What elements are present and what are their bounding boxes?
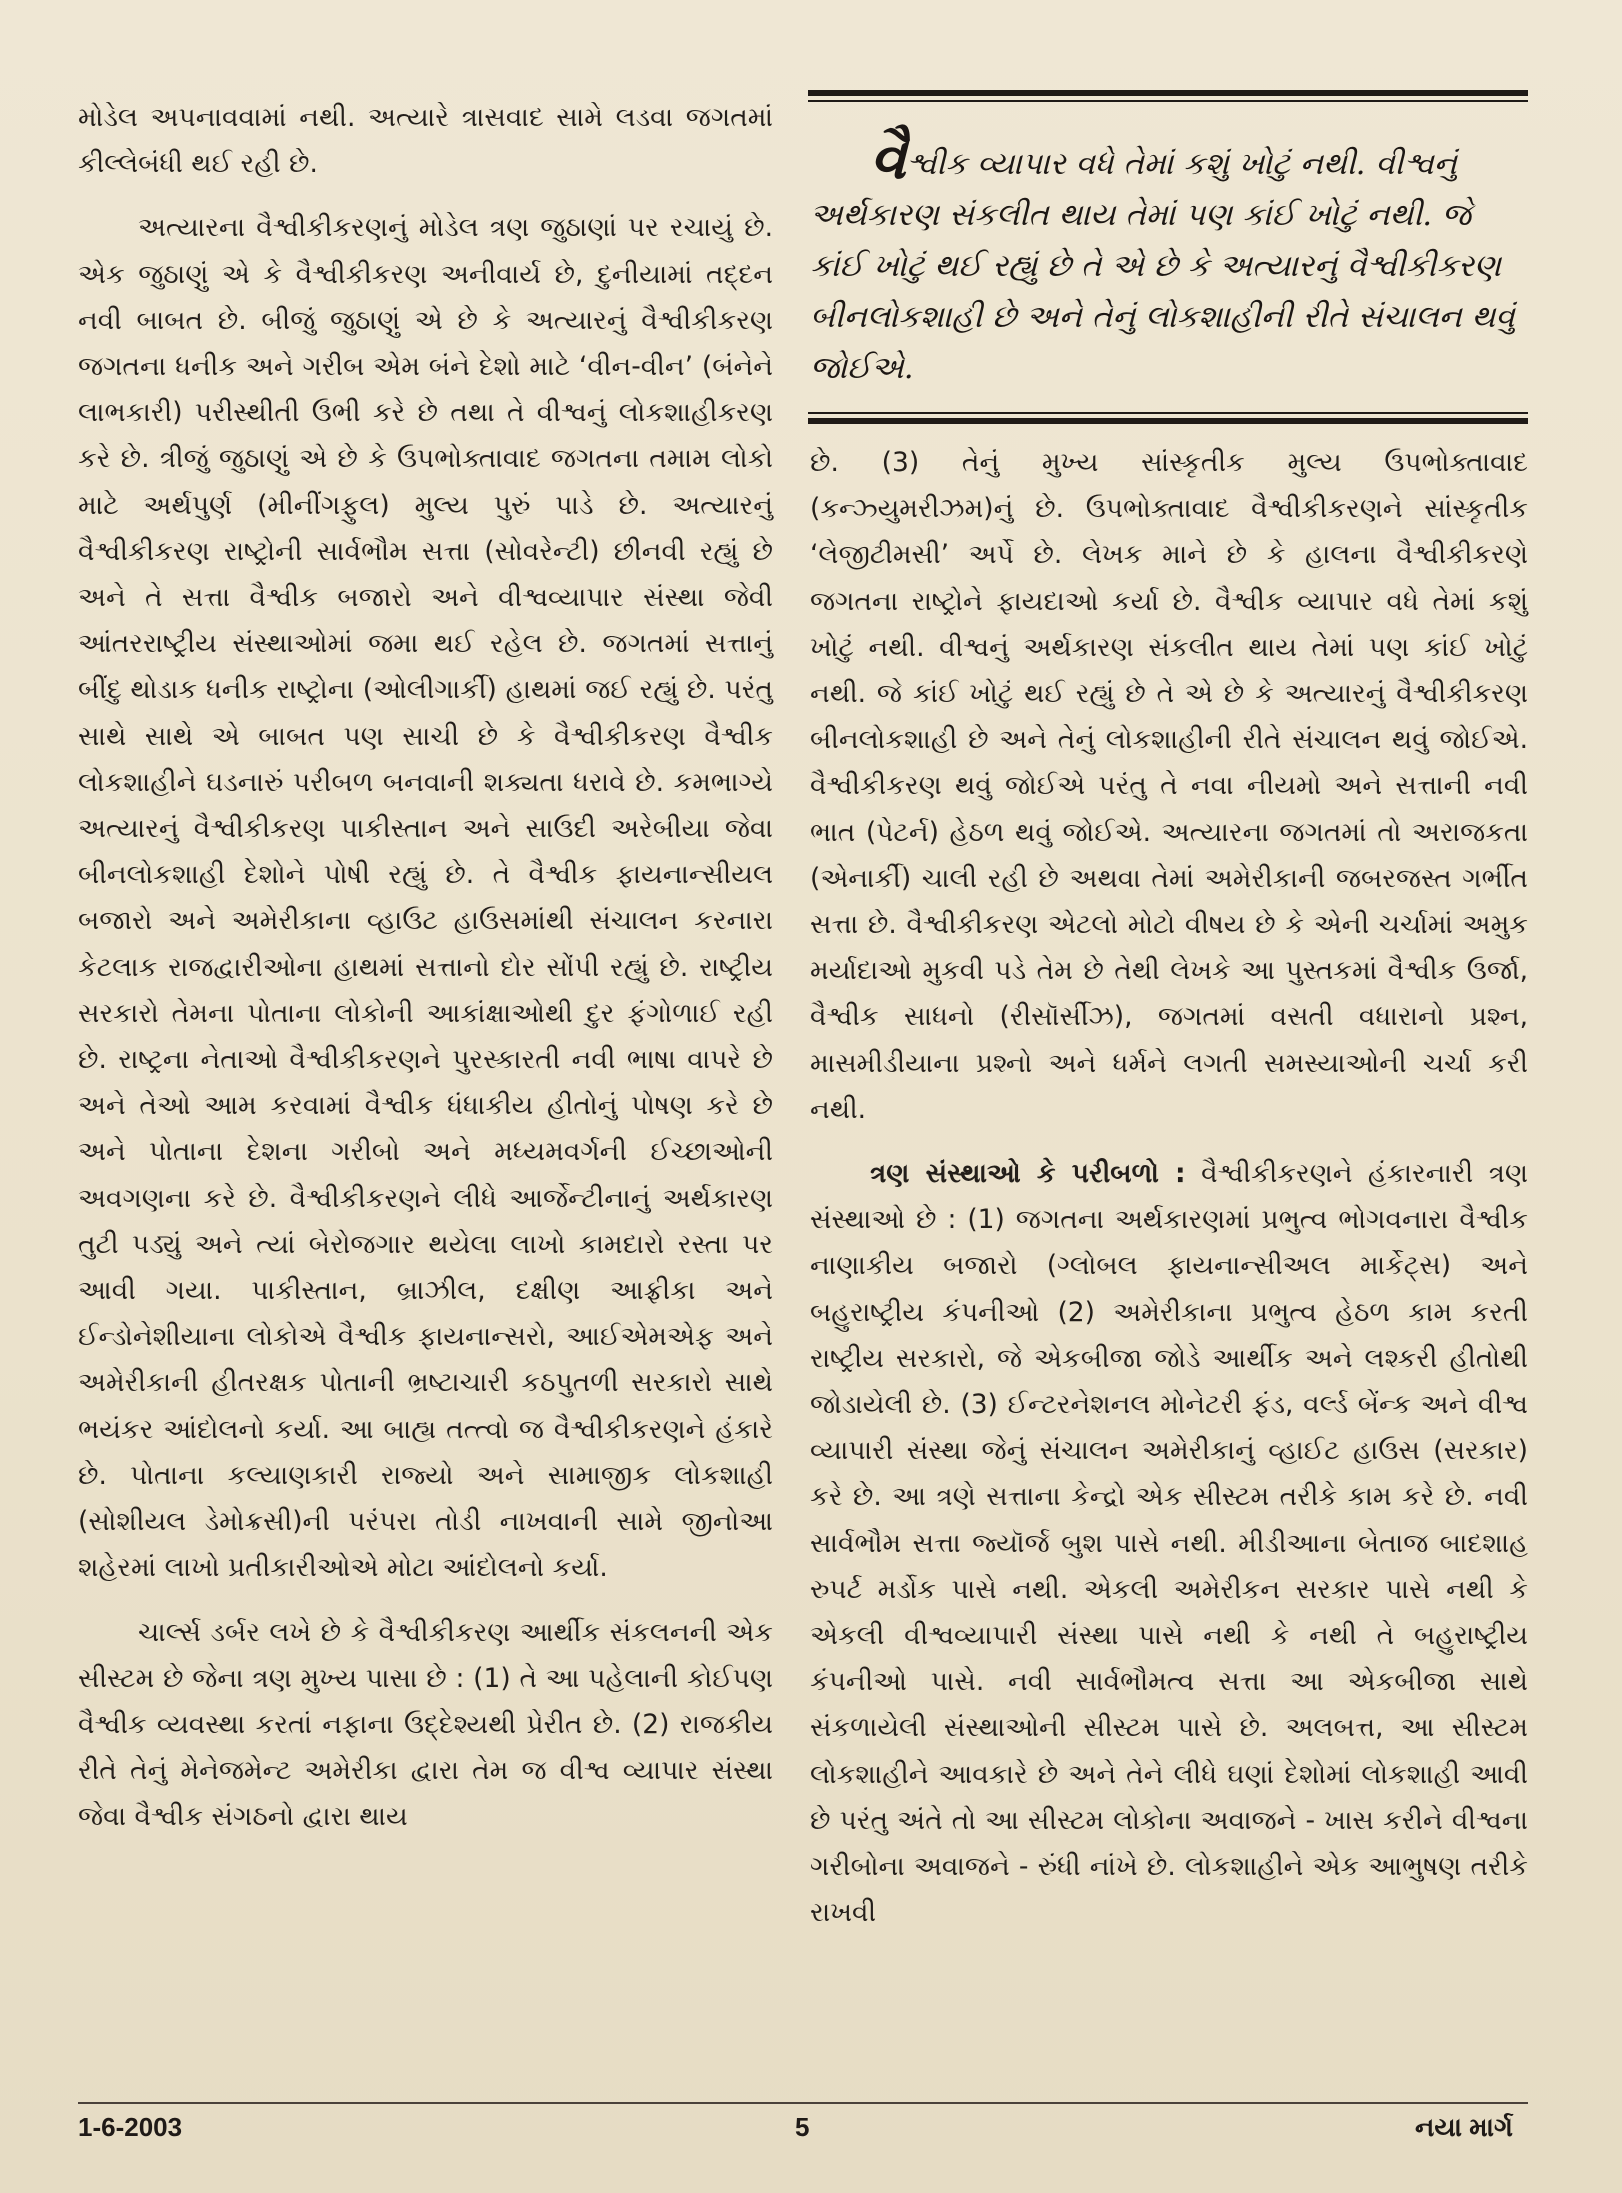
pull-quote: [810, 124, 1528, 394]
pull-quote-bottom-rule-thick: [808, 418, 1528, 424]
left-paragraph-1: મોડેલ અપનાવવામાં નથી. અત્યારે ત્રાસવાદ સામે લડવા જગતમાં કીલ્લેબંધી થઈ રહી છે.: [78, 102, 773, 180]
publication-name: નયા માર્ગ: [1415, 2112, 1513, 2142]
footer-rule: [78, 2102, 1528, 2104]
pull-quote-text: શ્વીક વ્યાપાર વધે તેમાં કશું ખોટું નથી. વીશ્વનું અર્થકારણ સંકલીત થાય તેમાં પણ કાંઈ ખોટું નથી. જે કાંઈ ખોટું થઈ રહ્યું છે તે એ છે કે અત્યારનું વૈશ્વીકીકરણ બીનલોકશાહી છે અને તેનું લોકશાહીની રીતે સંચાલન થવું જોઈએ.: [810, 146, 1515, 386]
right-paragraph-2: [810, 1151, 1528, 1936]
section-heading: ત્રણ સંસ્થાઓ કે પરીબળો :: [870, 1158, 1186, 1190]
pull-quote-dropcap: વૈ: [870, 124, 907, 192]
page-number: 5: [795, 2112, 810, 2142]
right-column: [810, 440, 1528, 1937]
pull-quote-top-rule-thin: [808, 100, 1528, 102]
pull-quote-top-rule-thick: [808, 90, 1528, 96]
pull-quote-bottom-rule-thin: [808, 412, 1528, 414]
left-column: [78, 95, 773, 1841]
left-paragraph-3: ચાર્લ્સ ડર્બર લખે છે કે વૈશ્વીકીકરણ આર્થીક સંકલનની એક સીસ્ટમ છે જેના ત્રણ મુખ્ય પાસા છે : (1) તે આ પહેલાની કોઈપણ વૈશ્વીક વ્યવસ્થા કરતાં નફાના ઉદ્દેશ્યથી પ્રેરીત છે. (2) રાજકીય રીતે તેનું મેનેજમેન્ટ અમેરીકા દ્વારા તેમ જ વીશ્વ વ્યાપાર સંસ્થા જેવા વૈશ્વીક સંગઠનો દ્વારા થાય: [78, 1616, 773, 1833]
left-paragraph-2: અત્યારના વૈશ્વીકીકરણનું મોડેલ ત્રણ જુઠાણાં પર રચાયું છે. એક જુઠાણું એ કે વૈશ્વીકીકરણ અનીવાર્ય છે, દુનીયામાં તદ્દન નવી બાબત છે. બીજું જુઠાણું એ છે કે અત્યારનું વૈશ્વીકીકરણ જગતના ધનીક અને ગરીબ એમ બંને દેશો માટે ‘વીન-વીન’ (બંનેને લાભકારી) પરીસ્થીતી ઉભી કરે છે તથા તે વીશ્વનું લોકશાહીકરણ કરે છે. ત્રીજું જુઠાણું એ છે કે ઉપભોક્તાવાદ જગતના તમામ લોકો માટે અર્થપુર્ણ (મીનીંગફુલ) મુલ્ય પુરું પાડે છે. અત્યારનું વૈશ્વીકીકરણ રાષ્ટ્રોની સાર્વભૌમ સત્તા (સોવરેન્ટી) છીનવી રહ્યું છે અને તે સત્તા વૈશ્વીક બજારો અને વીશ્વવ્યાપાર સંસ્થા જેવી આંતરરાષ્ટ્રીય સંસ્થાઓમાં જમા થઈ રહેલ છે. જગતમાં સત્તાનું બીંદુ થોડાક ધનીક રાષ્ટ્રોના (ઓલીગાર્કી) હાથમાં જઈ રહ્યું છે. પરંતુ સાથે સાથે એ બાબત પણ સાચી છે કે વૈશ્વીકીકરણ વૈશ્વીક લોકશાહીને ઘડનારું પરીબળ બનવાની શક્યતા ધરાવે છે. કમભાગ્યે અત્યારનું વૈશ્વીકીકરણ પાકીસ્તાન અને સાઉદી અરેબીયા જેવા બીનલોકશાહી દેશોને પોષી રહ્યું છે. તે વૈશ્વીક ફાયનાન્સીયલ બજારો અને અમેરીકાના વ્હાઉટ હાઉસમાંથી સંચાલન કરનારા કેટલાક રાજદ્વારીઓના હાથમાં સત્તાનો દોર સોંપી રહ્યું છે. રાષ્ટ્રીય સરકારો તેમના પોતાના લોકોની આકાંક્ષાઓથી દુર ફંગોળાઈ રહી છે. રાષ્ટ્રના નેતાઓ વૈશ્વીકીકરણને પુરસ્કારતી નવી ભાષા વાપરે છે અને તેઓ આમ કરવામાં વૈશ્વીક ધંધાકીય હીતોનું પોષણ કરે છે અને પોતાના દેશના ગરીબો અને મધ્યમવર્ગની ઈચ્છાઓની અવગણના કરે છે. વૈશ્વીકીકરણને લીધે આર્જેન્ટીનાનું અર્થકારણ તુટી પડ્યું અને ત્યાં બેરોજગાર થયેલા લાખો કામદારો રસ્તા પર આવી ગયા. પાકીસ્તાન, બ્રાઝીલ, દક્ષીણ આફ્રીકા અને ઈન્ડોનેશીયાના લોકોએ વૈશ્વીક ફાયનાન્સરો, આઈએમએફ અને અમેરીકાની હીતરક્ષક પોતાની ભ્રષ્ટાચારી કઠપુતળી સરકારો સાથે ભયંકર આંદોલનો કર્યા. આ બાહ્ય તત્ત્વો જ વૈશ્વીકીકરણને હંકારે છે. પોતાના કલ્યાણકારી રાજ્યો અને સામાજીક લોકશાહી (સોશીયલ ડેમોક્રસી)ની પરંપરા તોડી નાખવાની સામે જીનોઆ શહેરમાં લાખો પ્રતીકારીઓએ મોટા આંદોલનો કર્યા.: [78, 212, 773, 1584]
right-paragraph-2-text: વૈશ્વીકીકરણને હંકારનારી ત્રણ સંસ્થાઓ છે : (1) જગતના અર્થકારણમાં પ્રભુત્વ ભોગવનારા વૈશ્વીક નાણાકીય બજારો (ગ્લોબલ ફાયનાન્સીઅલ માર્કેટ્સ) અને બહુરાષ્ટ્રીય કંપનીઓ (2) અમેરીકાના પ્રભુત્વ હેઠળ કામ કરતી રાષ્ટ્રીય સરકારો, જે એકબીજા જોડે આર્થીક અને લશ્કરી હીતોથી જોડાયેલી છે. (3) ઈન્ટરનેશનલ મોનેટરી ફંડ, વર્લ્ડ બેંન્ક અને વીશ્વ વ્યાપારી સંસ્થા જેનું સંચાલન અમેરીકાનું વ્હાઈટ હાઉસ (સરકાર) કરે છે. આ ત્રણે સત્તાના કેન્દ્રો એક સીસ્ટમ તરીકે કામ કરે છે. નવી સાર્વભૌમ સત્તા જ્યૉર્જ બુશ પાસે નથી. મીડીઆના બેતાજ બાદશાહ રુપર્ટ મર્ડોક પાસે નથી. એકલી અમેરીકન સરકાર પાસે નથી કે એકલી વીશ્વવ્યાપારી સંસ્થા પાસે નથી કે નથી તે બહુરાષ્ટ્રીય કંપનીઓ પાસે. નવી સાર્વભૌમત્વ સત્તા આ એકબીજા સાથે સંકળાયેલી સંસ્થાઓની સીસ્ટમ પાસે છે. અલબત્ત, આ સીસ્ટમ લોકશાહીને આવકારે છે અને તેને લીધે ઘણાં દેશોમાં લોકશાહી આવી છે પરંતુ અંતે તો આ સીસ્ટમ લોકોના અવાજને - ખાસ કરીને વીશ્વના ગરીબોના અવાજને - રુંધી નાંખે છે. લોકશાહીને એક આભુષણ તરીકે રાખવી: [810, 1158, 1528, 1929]
right-paragraph-1: છે. (3) તેનું મુખ્ય સાંસ્કૃતીક મુલ્ય ઉપભોક્તાવાદ (કન્ઝ્યુમરીઝમ)નું છે. ઉપભોક્તાવાદ વૈશ્વીકીકરણને સાંસ્કૃતીક ‘લેજીટીમસી’ અર્પે છે. લેખક માને છે કે હાલના વૈશ્વીકીકરણે જગતના રાષ્ટ્રોને ફાયદાઓ કર્યા છે. વૈશ્વીક વ્યાપાર વધે તેમાં કશું ખોટું નથી. વીશ્વનું અર્થકારણ સંકલીત થાય તેમાં પણ કાંઈ ખોટું નથી. જે કાંઈ ખોટું થઈ રહ્યું છે તે એ છે કે અત્યારનું વૈશ્વીકીકરણ બીનલોકશાહી છે અને તેનું લોકશાહીની રીતે સંચાલન થવું જોઈએ. વૈશ્વીકીકરણ થવું જોઈએ પરંતુ તે નવા નીયમો અને સત્તાની નવી ભાત (પેટર્ન) હેઠળ થવું જોઈએ. અત્યારના જગતમાં તો અરાજકતા (એનાર્કી) ચાલી રહી છે અથવા તેમાં અમેરીકાની જબરજસ્ત ગર્ભીત સત્તા છે. વૈશ્વીકીકરણ એટલો મોટો વીષય છે કે એની ચર્ચામાં અમુક મર્યાદાઓ મુકવી પડે તેમ છે તેથી લેખકે આ પુસ્તકમાં વૈશ્વીક ઉર્જા, વૈશ્વીક સાધનો (રીસૉર્સીઝ), જગતમાં વસતી વધારાનો પ્રશ્ન, માસમીડીયાના પ્રશ્નો અને ધર્મને લગતી સમસ્યાઓની ચર્ચા કરી નથી.: [810, 447, 1528, 1125]
footer-date: 1-6-2003: [78, 2112, 183, 2142]
